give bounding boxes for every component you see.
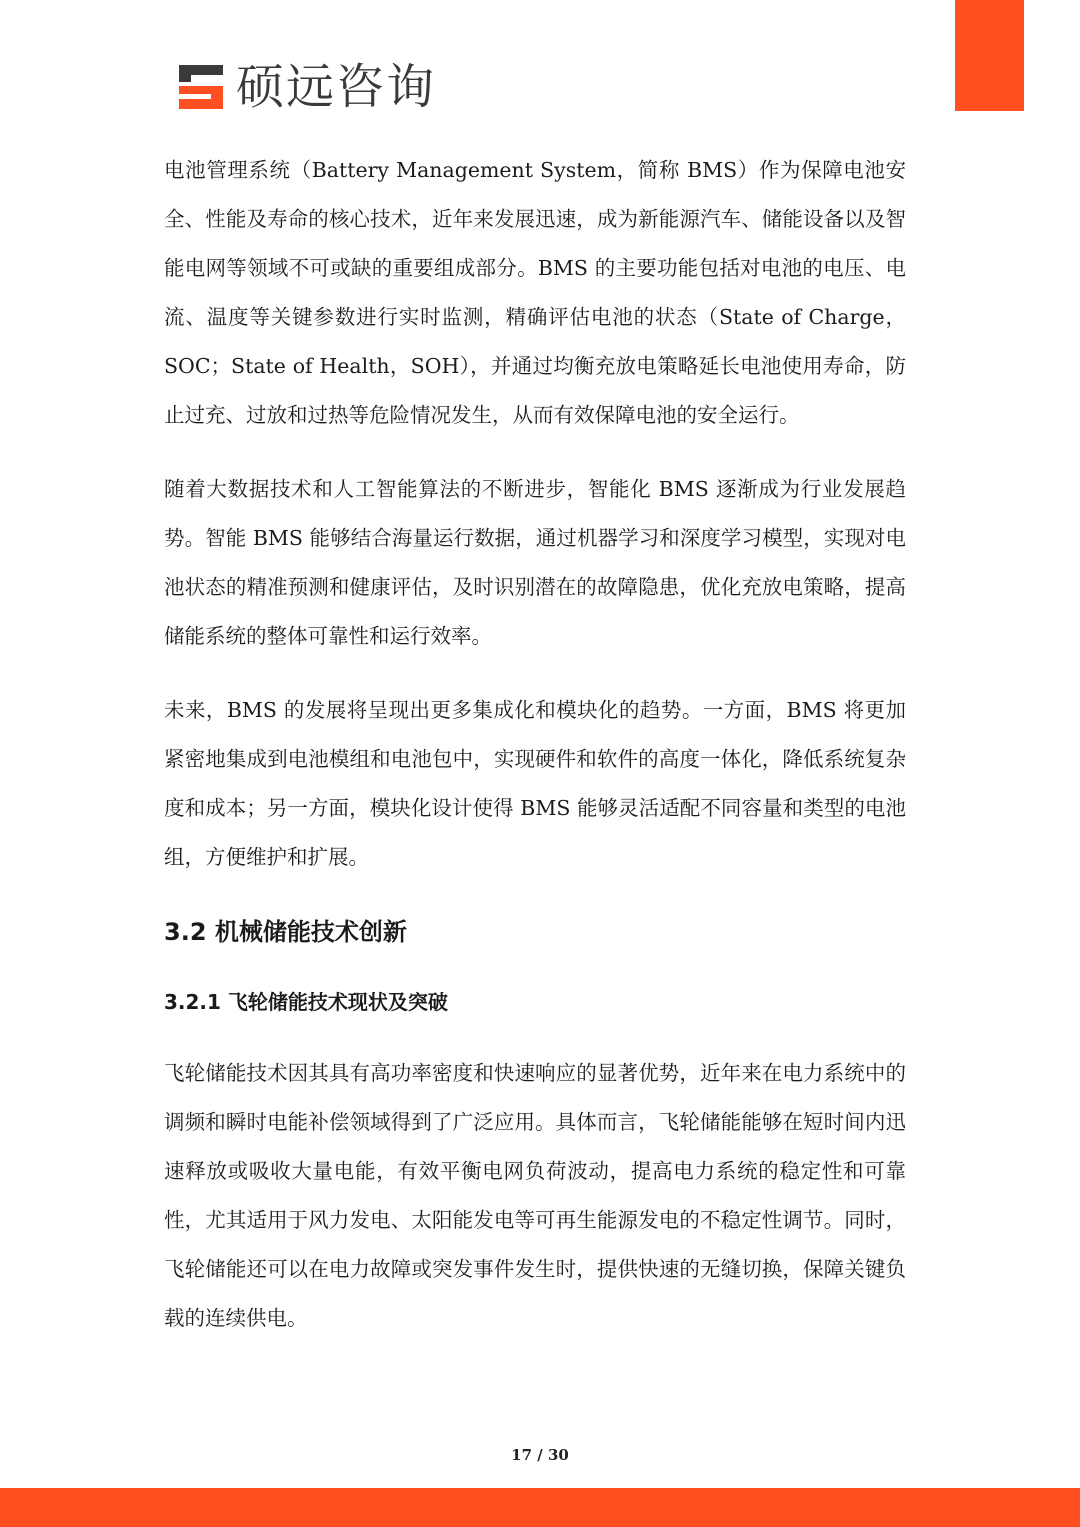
paragraph-bms-intro: 电池管理系统（Battery Management System，简称 BMS）作为保障电池安全、性能及寿命的核心技术，近年来发展迅速，成为新能源汽车、储能设备以及智能电网等领域不可或缺的重要组成部分。BMS 的主要功能包括对电池的电压、电流、温度等关键参数进行实时监测，精确评估电池的状态（State of Charge，SOC；State of Health，SOH），并通过均衡充放电策略延长电池使用寿命，防止过充、过放和过热等危险情况发生，从而有效保障电池的安全运行。 xyxy=(164,158,906,427)
subsection-heading: 3.2.1 飞轮储能技术现状及突破 xyxy=(164,990,448,1014)
section-heading: 3.2 机械储能技术创新 xyxy=(164,918,407,946)
paragraph-smart-bms: 随着大数据技术和人工智能算法的不断进步，智能化 BMS 逐渐成为行业发展趋势。智能 BMS 能够结合海量运行数据，通过机器学习和深度学习模型，实现对电池状态的精准预测和健康评估，及时识别潜在的故障隐患，优化充放电策略，提高储能系统的整体可靠性和运行效率。 xyxy=(164,477,906,648)
footer-accent-band xyxy=(0,1488,1080,1527)
document-body xyxy=(164,146,906,1368)
s-mark-icon xyxy=(176,62,226,112)
brand-name: 硕远咨询 xyxy=(236,59,437,115)
paragraph-flywheel: 飞轮储能技术因其具有高功率密度和快速响应的显著优势，近年来在电力系统中的调频和瞬时电能补偿领域得到了广泛应用。具体而言，飞轮储能能够在短时间内迅速释放或吸收大量电能，有效平衡电网负荷波动，提高电力系统的稳定性和可靠性，尤其适用于风力发电、太阳能发电等可再生能源发电的不稳定性调节。同时，飞轮储能还可以在电力故障或突发事件发生时，提供快速的无缝切换，保障关键负载的连续供电。 xyxy=(164,1061,906,1330)
corner-accent-tab xyxy=(955,0,1024,111)
brand-logo xyxy=(176,59,437,115)
page-number: 17 / 30 xyxy=(511,1446,569,1464)
paragraph-bms-future: 未来，BMS 的发展将呈现出更多集成化和模块化的趋势。一方面，BMS 将更加紧密地集成到电池模组和电池包中，实现硬件和软件的高度一体化，降低系统复杂度和成本；另一方面，模块化设计使得 BMS 能够灵活适配不同容量和类型的电池组，方便维护和扩展。 xyxy=(164,698,906,869)
